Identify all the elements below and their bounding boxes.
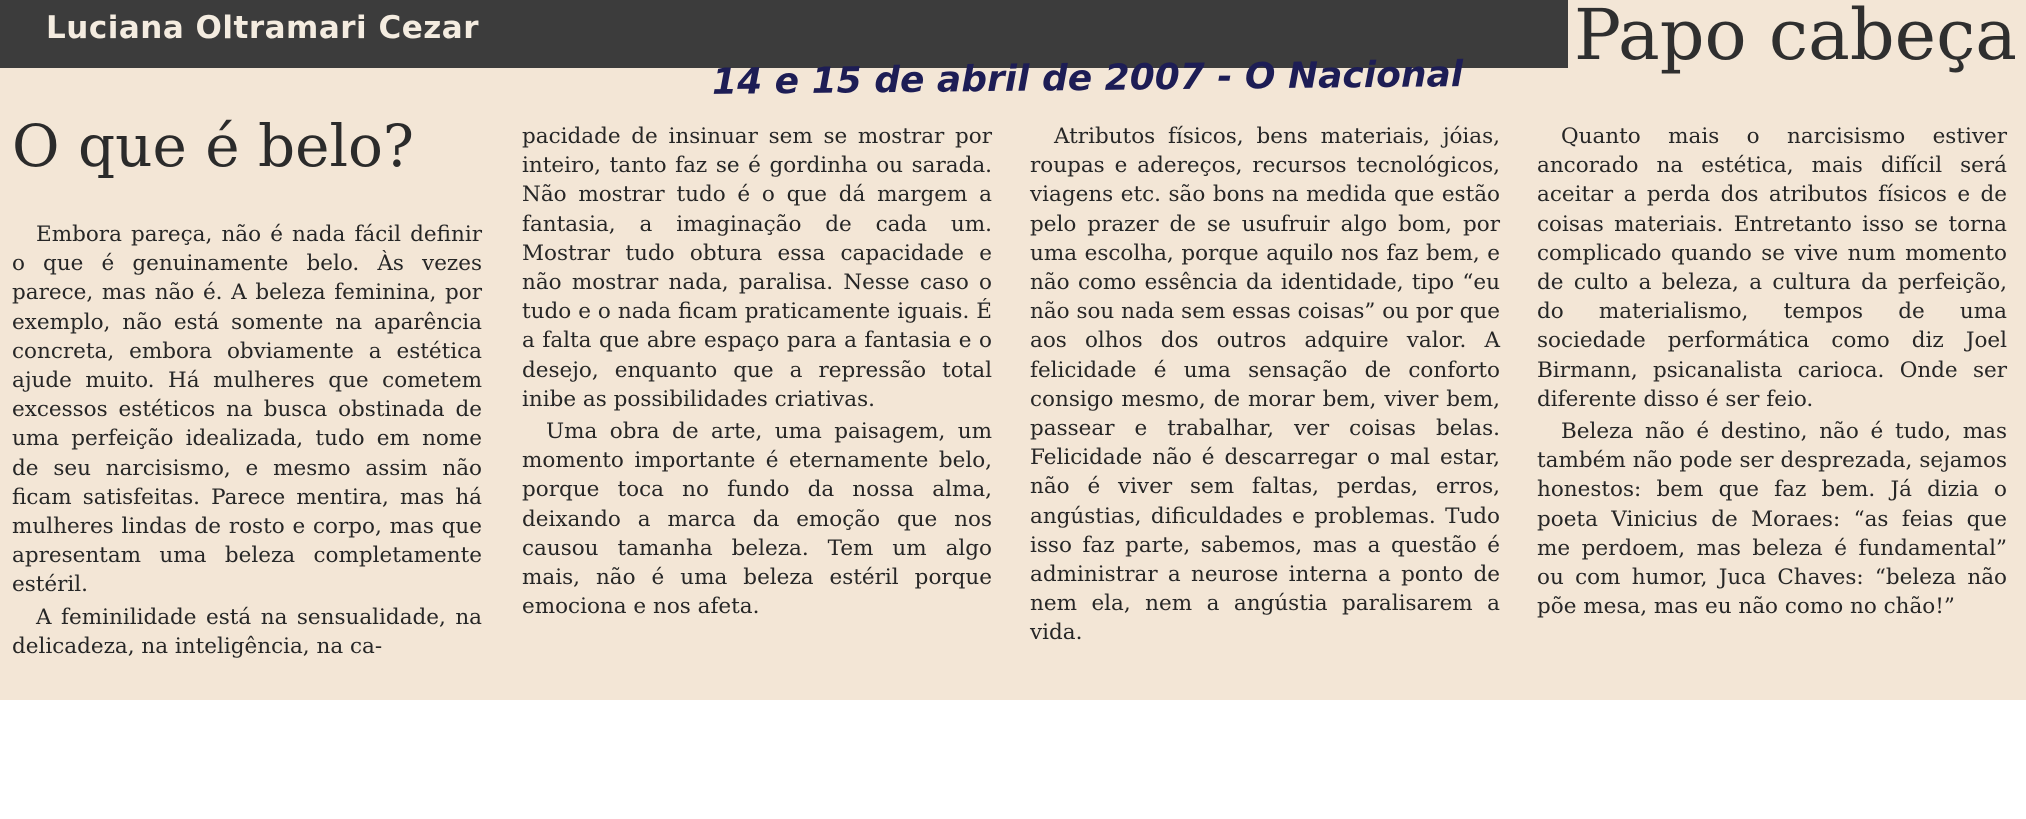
- paragraph: pacidade de insinuar sem se mostrar por inteiro, tanto faz se é gordinha ou sarada. Não mostrar tudo é o que dá margem a fantasia, a imaginação de cada um. Mostrar tudo obtura essa capacidade e não mostrar nada, paralisa. Nesse caso o tudo e o nada ficam praticamente iguais. É a falta que abre espaço para a fantasia e o desejo, enquanto que a repressão total inibe as possibilidades criativas.: [522, 124, 992, 412]
- paragraph: A feminilidade está na sensualidade, na delicadeza, na inteligência, na ca-: [12, 604, 482, 659]
- section-title: Papo cabeça: [1574, 0, 2018, 76]
- paragraph: Embora pareça, não é nada fácil definir o que é genuinamente belo. Às vezes parece, mas não é. A beleza feminina, por exemplo, não está somente na aparência concreta, embora obviamente a estética ajude muito. Há mulheres que cometem excessos estéticos na busca obstinada de uma perfeição idealizada, tudo em nome de seu narcisismo, e mesmo assim não ficam satisfeitas. Parece mentira, mas há mulheres lindas de rosto e corpo, mas que apresentam uma beleza completamente estéril.: [12, 222, 482, 598]
- article-column-2: [522, 122, 992, 624]
- article-column-3: [1030, 122, 1500, 651]
- paragraph: Quanto mais o narcisismo estiver ancorado na estética, mais difícil será aceitar a perda dos atributos físicos e de coisas materiais. Entretanto isso se torna complicado quando se vive num momento de culto a beleza, a cultura da perfeição, do materialismo, tempos de uma sociedade performática como diz Joel Birmann, psicanalista carioca. Onde ser diferente disso é ser feio.: [1537, 124, 2007, 412]
- handwritten-date-note: 14 e 15 de abril de 2007 - O Nacional: [711, 54, 1464, 103]
- article-column-1: [12, 220, 482, 664]
- paragraph: Uma obra de arte, uma paisagem, um momento importante é eternamente belo, porque toca no fundo da nossa alma, deixando a marca da emoção que nos causou tamanha beleza. Tem um algo mais, não é uma beleza estéril porque emociona e nos afeta.: [522, 419, 992, 620]
- paragraph: Beleza não é destino, não é tudo, mas também não pode ser desprezada, sejamos honestos: bem que faz bem. Já dizia o poeta Vinicius de Moraes: “as feias que me perdoem, mas beleza é fundamental” ou com humor, Juca Chaves: “beleza não põe mesa, mas eu não como no chão!”: [1537, 419, 2007, 620]
- paragraph: Atributos físicos, bens materiais, jóias, roupas e adereços, recursos tecnológicos, viagens etc. são bons na medida que estão pelo prazer de se usufruir algo bom, por uma escolha, porque aquilo nos faz bem, e não como essência da identidade, tipo “eu não sou nada sem essas coisas” ou por que aos olhos dos outros adquire valor. A felicidade é uma sensação de conforto consigo mesmo, de morar bem, viver bem, passear e trabalhar, ver coisas belas. Felicidade não é descarregar o mal estar, não é viver sem faltas, perdas, erros, angústias, dificuldades e problemas. Tudo isso faz parte, sabemos, mas a questão é administrar a neurose interna a ponto de nem ela, nem a angústia paralisarem a vida.: [1030, 124, 1500, 646]
- article-title: O que é belo?: [12, 112, 415, 180]
- author-name: Luciana Oltramari Cezar: [46, 10, 479, 46]
- article-column-4: [1537, 122, 2007, 624]
